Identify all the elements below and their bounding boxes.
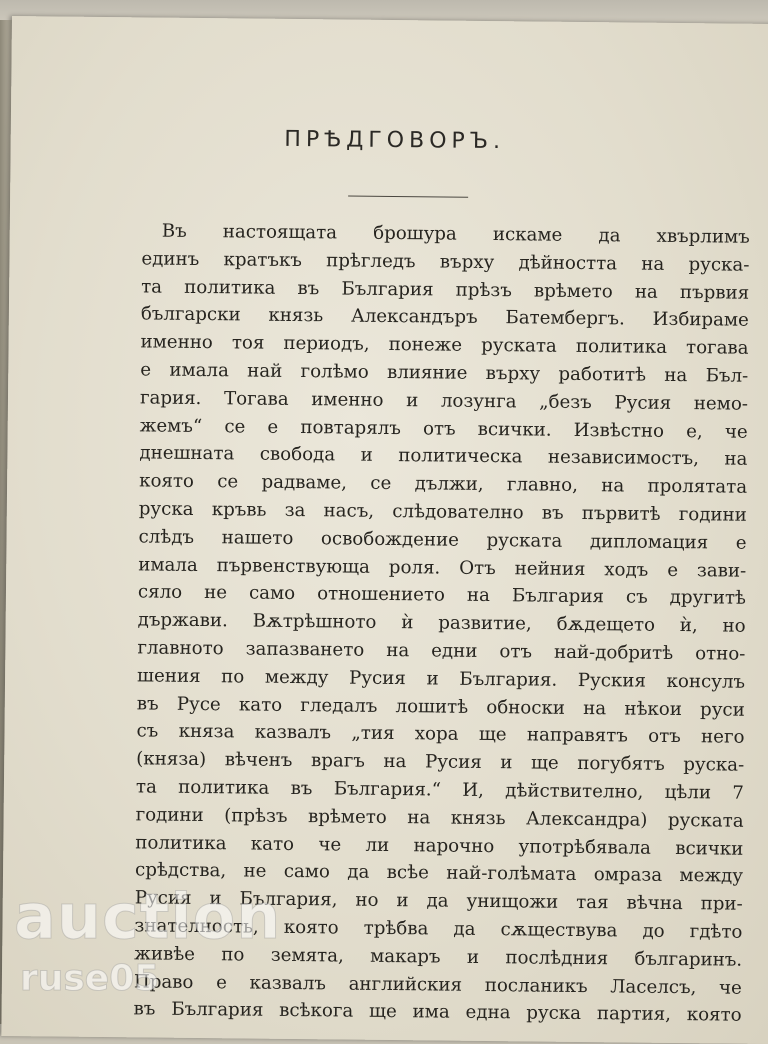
text-line: жемъ“ се е повтарялъ отъ всички. Извѣстно е, че: [139, 414, 748, 443]
text-line: имала първенствующа роля. Отъ нейния ходъ е зави-: [138, 553, 747, 582]
text-line: въ България всѣкога ще има една руска партия, която: [133, 998, 742, 1027]
text-line: е имала най голѣмо влияние върху работитѣ на Бъл-: [140, 359, 749, 387]
title-divider: [348, 196, 468, 198]
text-line: въ Русе като гледалъ лошитѣ обноски на нѣкои руси: [136, 692, 745, 721]
watermark-user: ruse05: [20, 958, 160, 999]
text-line: слѣдъ нашето освобождение руската дипломация е: [138, 526, 747, 554]
watermark-brand: auction: [14, 880, 282, 953]
text-line: руска кръвь за насъ, слѣдователно въ първитѣ години: [138, 498, 747, 526]
text-line: гария. Тогава именно и лозунга „безъ Русия немо-: [139, 387, 749, 415]
text-line: та политика въ България.“ И, дѣйствително, цѣли 7: [135, 776, 745, 804]
text-line: сяло не само отношението на България съ другитѣ: [137, 581, 747, 610]
watermark: [14, 880, 394, 1010]
text-line: Въ настоящата брошура искаме да хвърлимъ: [161, 220, 750, 248]
text-line: която се радваме, се дължи, главно, на пролятата: [139, 470, 748, 498]
text-line: именно тоя периодъ, понеже руската политика тогава: [140, 331, 749, 359]
text-line: (княза) вѣченъ врагъ на Русия и ще погубятъ руска-: [136, 748, 745, 776]
text-line: знателность, която трѣбва да сѫществува до гдѣто: [134, 915, 743, 943]
text-line: живѣе по земята, макаръ и послѣдния българинъ.: [134, 943, 743, 971]
text-line: български князь Александъръ Батембергъ. Избираме: [140, 303, 749, 332]
text-line: държави. Вѫтрѣшното ѝ развитие, бѫдещето ѝ, но: [137, 609, 746, 637]
text-line: та политика въ България прѣзъ врѣмето на първия: [141, 275, 750, 304]
text-line: шения по между Русия и България. Руския консулъ: [136, 665, 746, 693]
text-line: днешната свобода и политическа независимостъ, на: [139, 442, 748, 471]
text-line: години (прѣзъ врѣмето на князь Александра) руската: [135, 804, 744, 832]
text-line: главното запазването на едни отъ най-добритѣ отно-: [137, 637, 746, 665]
text-line: единъ кратъкъ прѣгледъ върху дѣйността на руска-: [141, 248, 750, 276]
text-line: срѣдства, не само да всѣе най-голѣмата омраза между: [134, 859, 744, 888]
page-title: ПРѢДГОВОРЪ.: [284, 126, 506, 155]
text-line: Право е казвалъ английския посланикъ Ласелсъ, че: [133, 970, 742, 999]
text-line: Русия и България, но и да унищожи тая вѣчна при-: [134, 887, 743, 915]
text-line: политика като че ли нарочно употрѣбявала всички: [135, 831, 744, 860]
text-line: съ княза казвалъ „тия хора ще направятъ отъ него: [136, 720, 745, 749]
